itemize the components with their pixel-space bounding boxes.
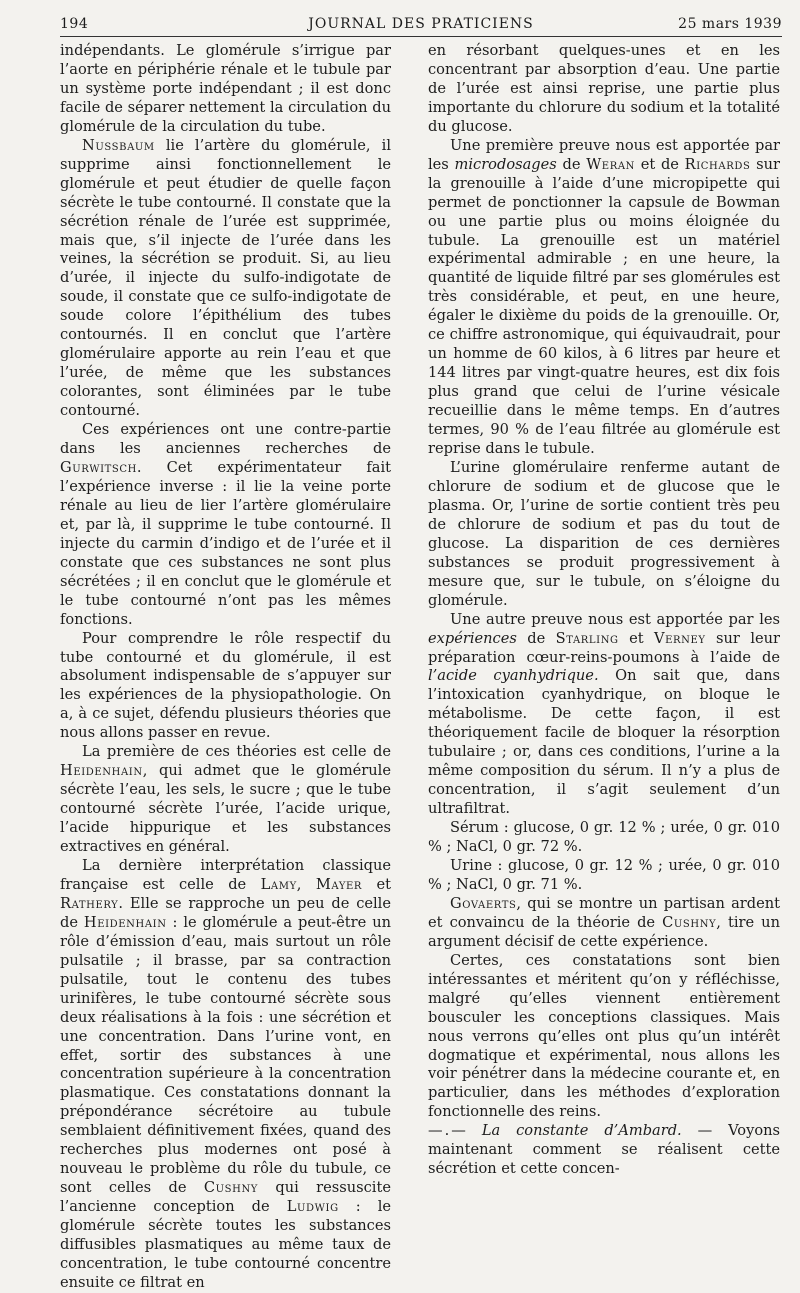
section-title: La constante d’Ambard. <box>481 1122 682 1140</box>
paragraph <box>60 857 391 1293</box>
paragraph: en résorbant quelques-unes et en les concentrant par absorption d’eau. Une partie de l’urée est ainsi reprise, une partie plus importante du chlorure du sodium et la totalité du glucose. <box>428 42 780 135</box>
paragraph: indépendants. Le glomérule s’irrigue par l’aorte en périphérie rénale et le tubule par un système porte indépendant ; il est donc facile de séparer nettement la circulation du glomérule de la circulation du tube. <box>60 42 391 135</box>
running-header <box>60 14 782 36</box>
right-column <box>428 42 780 1179</box>
author-name: Heidenhain <box>83 913 167 931</box>
paragraph-text: Une autre preuve nous est apportée par les <box>450 610 780 628</box>
emphasis: l’acide cyanhydrique. <box>428 667 599 685</box>
paragraph-text: qui ressuscite l’ancienne conception de <box>60 1179 391 1216</box>
paragraph: Certes, ces constatations sont bien intéressantes et méritent qu’on y réfléchisse, malgré qu’elles viennent entièrement bousculer les conceptions classiques. Mais nous verrons qu’elles ont plus qu’un intérêt dogmatique et expérimental, nous allons les voir pénétrer dans la médecine courante et, en particulier, dans les méthodes d’exploration fonctionnelle des reins. <box>428 951 780 1121</box>
author-name: Verney <box>654 629 706 647</box>
serum-values: Sérum : glucose, 0 gr. 12 % ; urée, 0 gr. 010 % ; NaCl, 0 gr. 72 %. <box>428 819 780 856</box>
paragraph-text: , <box>296 875 316 893</box>
issue-date: 25 mars 1939 <box>678 16 782 32</box>
paragraph-text: . Cet expérimentateur fait l’expérience inverse : il lie la veine porte rénale au lieu de lier l’artère glomérulaire et, par là, il supprime le tube contourné. Il injecte du carmin d’indigo et de l’urée et il constate que ces substances ne sont plus sécrétées ; il en conclut que le glomérule et le tube contourné n’ont pas les mêmes fonctions. <box>60 458 391 628</box>
paragraph-text: et <box>618 629 654 647</box>
paragraph-text: sur la grenouille à l’aide d’une micropipette qui permet de ponctionner la capsule de Bowman ou une partie plus ou moins éloignée du tubule. La grenouille est un matériel expérimental admirable ; en une heure, la quantité de liquide filtré par ses glomérules est très considérable, et peut, en une heure, égaler le dixième du poids de la grenouille. Or, ce chiffre astronomique, qui équivaudrait, pour un homme de 60 kilos, à 6 litres par heure et 144 litres par vingt-quatre heures, est dix fois plus grand que celui de l’urine vésicale recueillie dans le même temps. En d’autres termes, 90 % de l’eau filtrée au glomérule est reprise dans le tubule. <box>428 155 780 458</box>
emphasis: microdosages <box>454 155 557 173</box>
paragraph-text: de <box>516 629 556 647</box>
paragraph-text: , tire un argument décisif de cette expérience. <box>428 913 780 950</box>
author-name: Rathery <box>60 894 119 912</box>
paragraph-text: et <box>362 875 392 893</box>
paragraph-text: — Voyons maintenant comment se réalisent cette sécrétion et cette concen- <box>428 1122 781 1178</box>
paragraph-text: , qui se montre un partisan ardent et convaincu de la théorie de <box>428 894 780 931</box>
left-column <box>60 42 391 1293</box>
author-name: Mayer <box>315 875 363 893</box>
journal-title: JOURNAL DES PRATICIENS <box>308 16 534 32</box>
paragraph <box>60 743 391 857</box>
paragraph-text: de <box>556 155 587 173</box>
author-name: Nussbaum <box>82 136 155 154</box>
author-name: Cushny <box>662 913 717 931</box>
paragraph: Pour comprendre le rôle respectif du tube contourné et du glomérule, il est absolument indispensable de s’appuyer sur les expériences de la physiopathologie. On a, à ce sujet, défendu plusieurs théories que nous allons passer en revue. <box>60 629 391 742</box>
paragraph-text: La première de ces théories est celle de <box>82 743 391 761</box>
emphasis: expériences <box>428 629 517 647</box>
paragraph: L’urine glomérulaire renferme autant de chlorure de sodium et de glucose que le plasma. Or, l’urine de sortie contient très peu de chlorure de sodium et pas du tout de glucose. La disparition de ces dernières substances se produit progressivement à mesure que, sur le tubule, on s’éloigne du glomérule. <box>428 458 780 609</box>
paragraph-text: Une première preuve nous est apportée par les <box>428 136 780 173</box>
author-name: Cushny <box>203 1179 259 1197</box>
paragraph-text: On sait que, dans l’intoxication cyanhydrique, on bloque le métabolisme. De cette façon, il est théoriquement facile de bloquer la résorption tubulaire ; or, dans ces conditions, l’urine a la même composition du sérum. Il n’y a plus de concentration, il s’agit seulement d’un ultrafiltrat. <box>428 667 780 818</box>
author-name: Govaerts <box>450 894 517 912</box>
paragraph-text: : le glomérule sécrète toutes les substances diffusibles plasmatiques au même taux de concentration, le tube contourné concentre ensuite ce filtrat en <box>60 1198 392 1291</box>
paragraph-text: : le glomérule a peut-être un rôle d’émission d’eau, mais surtout un rôle pulsatile ; il brasse, par sa contraction pulsatile, tout le contenu des tubes urinifères, le tube contourné sécrète sous deux réalisations à la fois : une sécrétion et une concentration. Dans l’urine vont, en effet, sortir des substances à une concentration supérieure à la concentration plasmatique. Ces constatations donnant la prépondérance sécrétoire au tubule semblaient définitivement fixées, quand des recherches plus modernes ont posé à nouveau le problème du rôle du tubule, ce sont celles de <box>60 913 391 1197</box>
paragraph-text: sur leur préparation cœur-reins-poumons à l’aide de <box>428 629 780 666</box>
paragraph-text: , qui admet que le glomérule sécrète l’eau, les sels, le sucre ; que le tube contourné sécrète l’urée, l’acide urique, l’acide hippurique et les substances extractives en général. <box>60 762 391 856</box>
author-name: Gurwitsch <box>60 458 137 476</box>
paragraph <box>428 137 780 459</box>
author-name: Lamy <box>260 875 297 893</box>
paragraph-text: . Elle se rapproche un peu de celle de <box>60 894 391 931</box>
paragraph <box>60 421 391 629</box>
paragraph-text: Ces expériences ont une contre-partie dans les anciennes recherches de <box>60 421 391 458</box>
page-number: 194 <box>60 16 89 32</box>
paragraph <box>60 137 391 421</box>
author-name: Richards <box>684 155 751 173</box>
section-separator: —.— <box>428 1122 468 1140</box>
paragraph-text: lie l’artère du glomérule, il supprime ainsi fonctionnellement le glomérule et peut étudier de quelle façon sécrète le tube contourné. Il constate que la sécrétion rénale de l’urée est supprimée, mais que, s’il injecte de l’urée dans les veines, la sécrétion se produit. Si, au lieu d’urée, il injecte du sulfo-indigotate de soude, il constate que ce sulfo-indigotate de soude colore l’épithélium des tubes contournés. Il en conclut que l’artère glomérulaire apporte au rein l’eau et que l’urée, de même que les substances colorantes, sont éliminées par le tube contourné. <box>60 136 391 420</box>
paragraph-text: La dernière interprétation classique française est celle de <box>60 856 391 893</box>
paragraph <box>428 611 780 819</box>
paragraph-text: et de <box>635 155 685 173</box>
section-heading <box>428 1122 780 1179</box>
author-name: Starling <box>555 629 619 647</box>
author-name: Heidenhain <box>60 762 143 780</box>
paragraph <box>428 895 780 952</box>
author-name: Ludwig <box>286 1198 339 1216</box>
author-name: Weran <box>586 155 636 173</box>
header-rule <box>60 36 782 37</box>
urine-values: Urine : glucose, 0 gr. 12 % ; urée, 0 gr. 010 % ; NaCl, 0 gr. 71 %. <box>428 856 780 893</box>
